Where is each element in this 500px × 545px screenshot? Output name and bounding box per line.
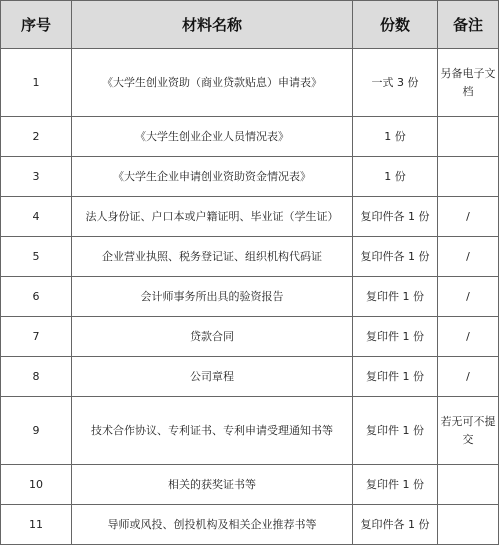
row-number: 1 [1, 49, 72, 117]
table-row [1, 157, 499, 197]
table-header-row [1, 1, 499, 49]
header-number: 序号 [1, 1, 72, 49]
row-number: 7 [1, 317, 72, 357]
row-number: 9 [1, 397, 72, 465]
row-number: 11 [1, 505, 72, 545]
row-number: 6 [1, 277, 72, 317]
row-note [438, 117, 499, 157]
row-copies: 1 份 [353, 157, 438, 197]
row-material-name: 相关的获奖证书等 [72, 465, 353, 505]
row-note [438, 505, 499, 545]
row-copies: 复印件 1 份 [353, 357, 438, 397]
row-material-name: 《大学生创业企业人员情况表》 [72, 117, 353, 157]
row-number: 5 [1, 237, 72, 277]
table-row [1, 357, 499, 397]
table-row [1, 49, 499, 117]
row-copies: 1 份 [353, 117, 438, 157]
row-material-name: 企业营业执照、税务登记证、组织机构代码证 [72, 237, 353, 277]
row-note [438, 157, 499, 197]
row-number: 4 [1, 197, 72, 237]
row-copies: 复印件 1 份 [353, 397, 438, 465]
row-copies: 一式 3 份 [353, 49, 438, 117]
row-copies: 复印件 1 份 [353, 317, 438, 357]
row-material-name: 会计师事务所出具的验资报告 [72, 277, 353, 317]
row-copies: 复印件 1 份 [353, 277, 438, 317]
row-number: 10 [1, 465, 72, 505]
row-note: 另备电子文档 [438, 49, 499, 117]
table-row [1, 397, 499, 465]
header-copies: 份数 [353, 1, 438, 49]
table-row [1, 117, 499, 157]
row-note: / [438, 317, 499, 357]
row-material-name: 《大学生创业资助（商业贷款贴息）申请表》 [72, 49, 353, 117]
table-row [1, 197, 499, 237]
table-row [1, 237, 499, 277]
row-material-name: 公司章程 [72, 357, 353, 397]
row-number: 3 [1, 157, 72, 197]
row-note: / [438, 277, 499, 317]
table-row [1, 505, 499, 545]
header-material-name: 材料名称 [72, 1, 353, 49]
table-row [1, 465, 499, 505]
row-note [438, 465, 499, 505]
row-number: 8 [1, 357, 72, 397]
row-note: 若无可不提交 [438, 397, 499, 465]
row-note: / [438, 197, 499, 237]
row-material-name: 技术合作协议、专利证书、专利申请受理通知书等 [72, 397, 353, 465]
row-copies: 复印件各 1 份 [353, 505, 438, 545]
row-number: 2 [1, 117, 72, 157]
row-material-name: 贷款合同 [72, 317, 353, 357]
row-material-name: 法人身份证、户口本或户籍证明、毕业证（学生证） [72, 197, 353, 237]
row-material-name: 导师或风投、创投机构及相关企业推荐书等 [72, 505, 353, 545]
table-row [1, 277, 499, 317]
table-row [1, 317, 499, 357]
row-note: / [438, 357, 499, 397]
header-notes: 备注 [438, 1, 499, 49]
row-note: / [438, 237, 499, 277]
row-copies: 复印件各 1 份 [353, 237, 438, 277]
row-material-name: 《大学生企业申请创业资助资金情况表》 [72, 157, 353, 197]
row-copies: 复印件各 1 份 [353, 197, 438, 237]
row-copies: 复印件 1 份 [353, 465, 438, 505]
